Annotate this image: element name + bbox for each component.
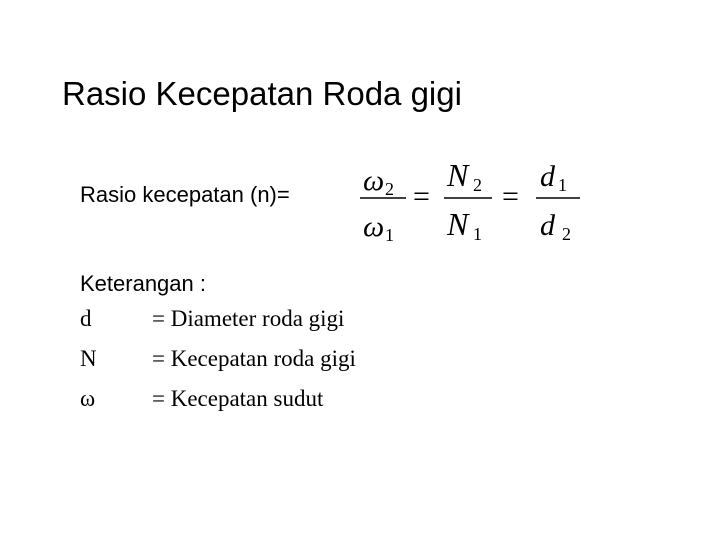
fraction-1-numerator: ω bbox=[363, 164, 385, 197]
legend-row-angular-speed bbox=[80, 386, 480, 426]
keterangan-label: Keterangan : bbox=[80, 271, 206, 296]
fraction-1-denominator-subscript: 1 bbox=[385, 225, 394, 245]
fraction-3-numerator: d bbox=[540, 160, 555, 193]
formula-equation bbox=[80, 150, 600, 250]
fraction-2-numerator: N bbox=[447, 157, 469, 193]
fraction-3-numerator-subscript: 1 bbox=[558, 175, 567, 195]
legend-definition: = Kecepatan roda gigi bbox=[152, 346, 356, 371]
fraction-2-numerator-subscript: 2 bbox=[473, 175, 482, 195]
legend-symbol: N bbox=[80, 346, 97, 371]
fraction-1-denominator: ω bbox=[363, 210, 385, 243]
legend-symbol: ω bbox=[80, 386, 96, 411]
symbol-legend bbox=[80, 306, 480, 426]
equals-sign-1: = bbox=[413, 180, 430, 213]
legend-row-gear-speed bbox=[80, 346, 480, 386]
fraction-3-denominator-subscript: 2 bbox=[562, 224, 571, 244]
legend-symbol: d bbox=[80, 306, 92, 331]
fraction-3-denominator: d bbox=[540, 209, 555, 242]
formula-label: Rasio kecepatan (n)= bbox=[80, 182, 290, 207]
legend-definition: = Diameter roda gigi bbox=[152, 306, 345, 331]
legend-row-diameter bbox=[80, 306, 480, 346]
slide-title: Rasio Kecepatan Roda gigi bbox=[62, 75, 462, 112]
legend-definition: = Kecepatan sudut bbox=[152, 386, 324, 411]
fraction-2-denominator-subscript: 1 bbox=[473, 224, 482, 244]
fraction-1-numerator-subscript: 2 bbox=[385, 179, 394, 199]
equals-sign-2: = bbox=[502, 180, 519, 213]
fraction-2-denominator: N bbox=[447, 206, 469, 242]
speed-ratio-formula bbox=[80, 150, 600, 250]
